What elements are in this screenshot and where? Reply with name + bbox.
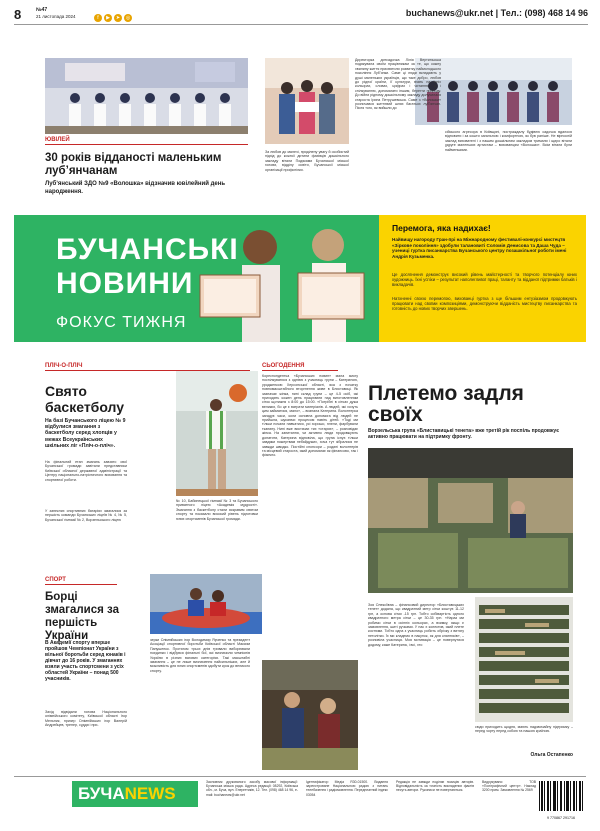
footer-col1: Засновник друкованого засобу масової інформації: Бучанська міська рада. Адреса редакції: 08292, Київська обл., м. Буча, вул. Енергетиків, 12. Тел. (098) 468 14 96, e-mail: buchanews@ukr.net (206, 780, 298, 797)
finished-net-photo (475, 597, 573, 722)
telegram-icon[interactable]: ➤ (115, 14, 121, 21)
wrestling-p1: Захід відвідали голова Національного олімпійського комітету, Київської області Ігор Мельник, призер Олімпійських ігор Валерій Андрейцев, тренер, суддя і при- (45, 710, 127, 728)
email-link[interactable]: buchanews@ukr.net (405, 8, 494, 18)
basketball-col2: № 10, Бабинецької гімназії № 3 та Бучанського приватного ліцею «Академія мудрості». Змагання з баскетболу стали яскравим святом спорту та показали високий рівень підготовки юних спортсменів Бучанської громади. (176, 499, 258, 521)
weaving-title: Плетемо задля своїх (368, 382, 524, 426)
jubilee-col1: За любов до малечі, приділену увагу й особистий підхід до кожної дитини фахівців дошкільного закладу вітали Подяками Бучанської міської голови, відділу освіти, Бучанської міської організації профспілки. (265, 150, 349, 172)
issue-date: 21 листопада 2024 (36, 14, 76, 19)
camouflage-net-photo (368, 448, 573, 593)
victory-p2: Натхненні своєю перемогою, вихованці гуртка з ще більшим ентузіазмом продовжують працювати над своїми композиціями, демонструючи відданість мистецтву писанкарства та готовність до нових творчих звершень. (392, 296, 577, 312)
page-footer (14, 776, 586, 824)
victory-lead: Найвищу нагороду Гран-прі на Міжнародному фестивалі-конкурсі мистецтв «Зіркове покоління» здобули талановиті Соломія Денисова та Даша Чуда – учениці гуртка писанкарства Бучанського центру позашкільної роботи імені Андрія Кузьменка. (392, 237, 567, 259)
wrestling-lead: В Академії спорту вперше пройшов Чемпіонат України з вільної боротьби серед юнаків і дівчат до 16 років. У змаганнях взяли участь спортсмени з усіх областей України – понад 500 учасників. (45, 640, 126, 682)
victory-p1: Це досягнення демонструє високий рівень майстерності та творчого потенціалу юних художниць. Їхні успіхи – результат наполегливої праці, таланту та відданої підтримки батьків і викладачів. (392, 272, 577, 288)
victory-title: Перемога, яка надихає! (392, 223, 491, 233)
page-header (14, 5, 588, 25)
logo-part2: NEWS (124, 784, 176, 803)
barcode-number: 9 770867 291716 (547, 816, 575, 820)
basketball-photo (176, 371, 258, 496)
jubilee-rubric: ЮВІЛЕЙ (45, 137, 248, 145)
weaving-col1: Кореспондентка «Бучанських новин» мала змогу поспілкуватися з однією з учасниць групи – Катериною, уродженкою Херсонської області, яка з початку повномасштабного вторгнення живе в Блиставиці. Як зазначає жінка, нині склад групи – це 4-5 осіб, які приходять кожен день працювати над виготовленням сіток щотижня з 8:00 до 15:00. «Потрібні в сітках дужа великих, бо це є ватрати матеріалів. А людей, які хочуть цим займатися, мало», – визнала Катерина. Волонтерка загадує часи, коли основна допомога від людей не прийшла, шукаючи процесом навіть дітей. «Тоді ми тільки почали навчатися, усі хорошо, плели, фарбували тканину. Нині вже вистачає тих «старих», – розповідає жінка. На запитання, чи активно люди продовжують донатити, Катерина відповіла, що група існує тільки завдяки пожертвам небайдужих, хоча тут зібралися не завжди швидко. Постійні спонсори – родині волонтерів та місцевий староста, який допомагає як фінансово, так і фізично. (262, 374, 358, 458)
instagram-icon[interactable]: ◎ (125, 14, 131, 21)
wrestling-col2: зерки Олімпійських ігор Володимир Ярченко та президент Асоціації спортивної боротьби Київської області Максим Папушенко. Протягом трьох днів тривали виборювали поєдинки і відбувся фінальні бої, які визначили чемпіонів України в різних вагових категоріях. Такі масштабні змагання – це не лише визначення найсильніших, але й можливість для юних спортсменів здобути крок до великого спорту. (150, 638, 250, 673)
award-girls-photo (194, 215, 376, 342)
wrestling-rubric: СПОРТ (45, 577, 117, 585)
logo-part1: БУЧА (78, 784, 125, 803)
page-number: 8 (14, 7, 22, 22)
staff-award-photo (265, 58, 349, 144)
banner-tagline: ФОКУС ТИЖНЯ (56, 314, 187, 331)
jubilee-title: 30 років відданості маленьким лубʼянчанам (45, 152, 222, 177)
footer-logo (72, 781, 198, 807)
weaving-lead: Ворзельська група «Блиставицькі тенета» вже третій рік поспіль продовжує активно працювати на підтримку фронту. (368, 428, 559, 440)
weaving-col2: Зоя Олексіївна – фінансовий директор «Блиставицьких тенет» додала, що квадратний метр сітки коштує 11-12 грн, а основа сітки -15 грн. Тобто собівартість одного квадратного метра сітки – це 30-35 грн. «Нараз ми робимо сітки в осінніх кольорах, а взимку, якщо є замовлення, шиті ручками. У нас є колектив, який плете костюми. Тобто одна з учасниць робить обрізку з витягу нетолітки. Їх ми кладемо в пакунок, як для клаптиків», – розповіла учасниця. Моя мотивація – це повернутися додому, каже Катерина, і всі, хто (368, 603, 464, 647)
basketball-p1: На фінальний етап змагань завзято свої Бучанської громади завітали представники Київської обласної державної адміністрації та Центру національно-патріотичного виховання та спортивної роботи. (45, 460, 127, 482)
barcode (538, 781, 584, 820)
basketball-title: Свято баскетболу (45, 383, 125, 415)
jubilee-col2: Директорка дитсадочка Лілія Вертиньська подякувала своїм працівникам за те, що кожну хвилину життя присвятили розвитку наймолодшого покоління Лубʼянки. Саме ці люди вкладають у душі маленьких українців, що таке добро, любов до рідної країни, її культури, вчать на їхніх кольорах, словах, цифрах і читанню, а і спілкуванню, допомагати іншим, берегти природу. До війни рідному дошкільному закладу долучилася староста Ірина Петрушевська. Саме з «Волошки» розпочався життєвий шлях багатьох лубʼянчан. Після того, як вийшли до (355, 58, 441, 111)
wrestling-photo (150, 574, 262, 634)
jubilee-subtitle: Лубʼянський ЗДО №9 «Волошка» відзначив ювілейний день народження. (45, 181, 226, 195)
jubilee-col3: сійського агресора в Київщині, постраждалу будівлю садочка вдалося відновити і за кошти загальною і комфортною, як був раніше. Не вірносній заклад вихователі і з нашим дошкільним закладом тримали і щиро вітали удруге маленьких артистам – вихованцям «Волошки». Всім вітали були найменшими. (445, 130, 572, 152)
wrestling-title: Борці змагалися за першість України (45, 591, 120, 642)
basketball-p2: У запеклих спортивних батаріях змагалися за першість команди Бучанських ліцеїв № 4, № 5, Бучанської гімназії № 2, Ворзельського ліцею (45, 509, 127, 522)
banner-title-line1: БУЧАНСЬКІ (56, 233, 239, 266)
weaving-women-photo (262, 660, 358, 770)
focus-banner (14, 215, 586, 342)
facebook-icon[interactable]: f (94, 14, 102, 22)
weaving-rubric: СЬОГОДЕННЯ (262, 363, 338, 371)
barcode-icon (538, 781, 584, 811)
contact-line: buchanews@ukr.net | Тел.: (098) 468 14 96 (405, 8, 588, 18)
social-icons (92, 9, 132, 27)
kindergarten-group-photo (45, 58, 248, 134)
phone-number: Тел.: (098) 468 14 96 (500, 8, 588, 18)
banner-title-line2: НОВИНИ (56, 267, 194, 300)
issue-number: №47 (36, 7, 48, 13)
footer-col2: Ідентифікатор Медіа R30-01500. Видання зареєстроване Національною радою з питань телебачення і радіомовлення. Передплатний індекс 03054 (306, 780, 388, 797)
basketball-lead: На базі Бучанського ліцею № 9 відбулися змагання з баскетболу серед хлопців у межах Всеукраїнських шкільних ліг «Пліч-о-пліч». (45, 418, 126, 449)
weaving-author: Ольга Остапенко (530, 752, 573, 758)
weaving-col3: сюди приходить щодня, мають надзвичайну підтримку – перед чорту перед собою та нашою країною. (475, 725, 573, 734)
youtube-icon[interactable]: ▶ (104, 14, 112, 22)
footer-col3: Редакція не завжди поділяє позицію авторів. Відповідальність за точність викладених фактів несуть автори. Рукописи не повертаються. (396, 780, 474, 793)
basketball-rubric: ПЛІЧ-О-ПЛІЧ (45, 363, 250, 371)
footer-col4: Видрукувано: ТОВ «Поліграфічний центр». Наклад 3200 прим. Замовлення № 2569 (482, 780, 536, 793)
